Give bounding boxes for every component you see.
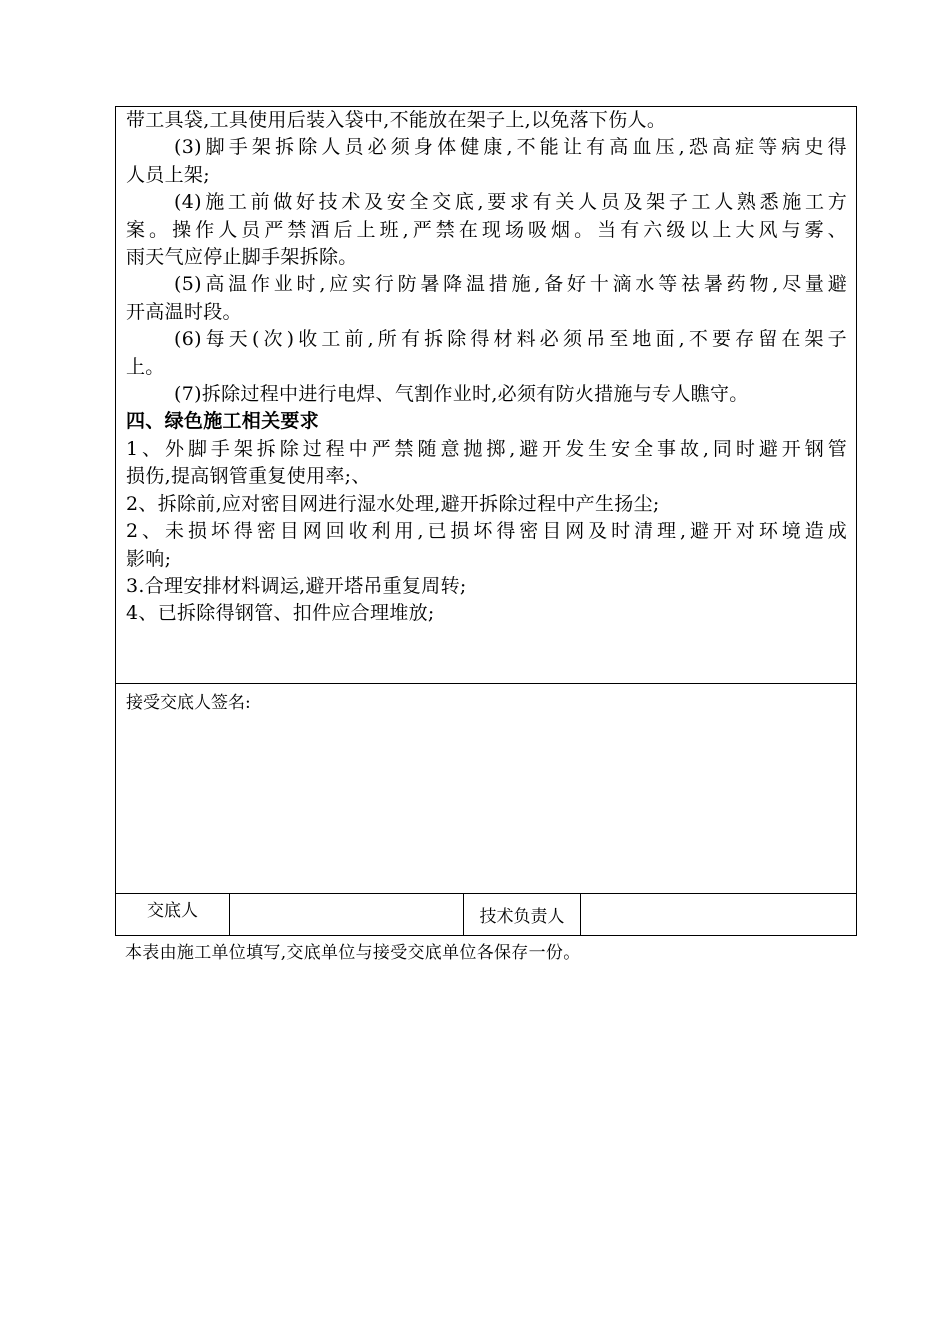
content-line: (7)拆除过程中进行电焊、气割作业时,必须有防火措施与专人瞧守。: [174, 383, 749, 406]
content-line: 上。: [126, 355, 165, 378]
content-line: (6)每天(次)收工前,所有拆除得材料必须吊至地面,不要存留在架子: [174, 328, 847, 351]
receiver-signature-cell[interactable]: [116, 684, 856, 894]
disclosure-form-table: [115, 106, 857, 936]
presenter-field[interactable]: [230, 894, 464, 935]
tech-lead-label: 技术负责人: [464, 894, 581, 935]
content-line: 案。操作人员严禁酒后上班,严禁在现场吸烟。当有六级以上大风与雾、: [126, 218, 847, 241]
form-note: 本表由施工单位填写,交底单位与接受交底单位各保存一份。: [125, 943, 581, 963]
tech-lead-field[interactable]: [581, 894, 856, 935]
content-line: 损伤,提高钢管重复使用率;、: [126, 465, 371, 488]
presenter-label: 交底人: [116, 894, 230, 935]
content-line: 开高温时段。: [126, 300, 242, 323]
content-line: (3)脚手架拆除人员必须身体健康,不能让有高血压,恐高症等病史得: [174, 136, 847, 159]
content-line: (4)施工前做好技术及安全交底,要求有关人员及架子工人熟悉施工方: [174, 191, 847, 214]
content-line: 雨天气应停止脚手架拆除。: [126, 246, 358, 269]
content-line: (5)高温作业时,应实行防暑降温措施,备好十滴水等祛暑药物,尽量避: [174, 273, 847, 296]
content-line: 4、已拆除得钢管、扣件应合理堆放;: [126, 602, 435, 625]
content-line: 人员上架;: [126, 163, 210, 186]
footer-row: [116, 894, 856, 935]
content-line: 1、外脚手架拆除过程中严禁随意抛掷,避开发生安全事故,同时避开钢管: [126, 437, 847, 460]
content-line: 带工具袋,工具使用后装入袋中,不能放在架子上,以免落下伤人。: [126, 109, 667, 131]
content-line: 影响;: [126, 547, 172, 570]
content-cell: [116, 107, 856, 684]
content-line: 2、未损坏得密目网回收利用,已损坏得密目网及时清理,避开对环境造成: [126, 520, 847, 543]
receiver-signature-label: 接受交底人签名:: [126, 693, 251, 713]
content-line: 3.合理安排材料调运,避开塔吊重复周转;: [126, 574, 467, 597]
content-line: 2、拆除前,应对密目网进行湿水处理,避开拆除过程中产生扬尘;: [126, 492, 660, 515]
section-heading: 四、绿色施工相关要求: [126, 410, 320, 433]
